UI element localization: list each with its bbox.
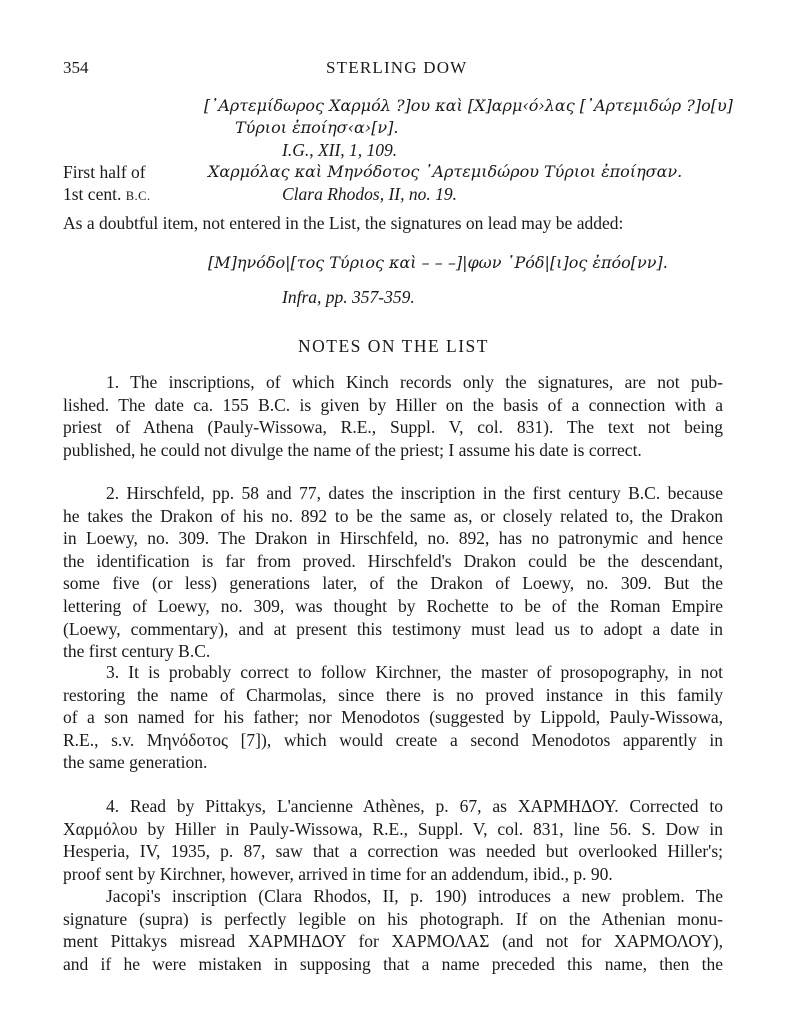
note-2-line: (Loewy, commentary), and at present this testimony must lead us to adopt a date in bbox=[63, 618, 723, 639]
greek-signature-line-1: [᾿Αρτεμίδωρος Χαρμόλ ?]ου καὶ [Χ]αρμ‹ό›λας [᾿Αρτεμιδώρ ?]ο[υ] bbox=[204, 96, 733, 115]
note-3 bbox=[63, 661, 723, 774]
date-label-era: B.C. bbox=[125, 189, 151, 203]
note-2-line: lettering of Loewy, no. 309, was thought by Rochette to be of the Roman Empire bbox=[63, 595, 723, 616]
reference-infra: Infra, pp. 357-359. bbox=[282, 287, 415, 307]
note-3-line: the same generation. bbox=[63, 752, 208, 773]
note-2-line: the first century B.C. bbox=[63, 641, 211, 662]
note-3-line: 3. It is probably correct to follow Kirchner, the master of prosopography, in not bbox=[106, 662, 723, 682]
date-label-century: 1st cent. bbox=[63, 184, 126, 204]
note-4 bbox=[63, 795, 723, 885]
note-4b-line: Jacopi's inscription (Clara Rhodos, II, p. 190) introduces a new problem. The bbox=[106, 886, 723, 906]
doubtful-intro: As a doubtful item, not entered in the List, the signatures on lead may be added: bbox=[63, 213, 624, 233]
note-1-line: 1. The inscriptions, of which Kinch records only the signatures, are not pub- bbox=[106, 372, 723, 392]
reference-clara-rhodos: Clara Rhodos, II, no. 19. bbox=[282, 184, 457, 204]
lead-signature-greek: [Μ]ηνόδο|[τος Τύριος καὶ – – –]|φων ῾Ρόδ|[ι]ος ἐπόο[νν]. bbox=[208, 253, 668, 272]
note-3-line: of a son named for his father; nor Menodotos (suggested by Lippold, Pauly-Wissowa, bbox=[63, 707, 723, 728]
note-1 bbox=[63, 371, 723, 461]
note-2-line: 2. Hirschfeld, pp. 58 and 77, dates the inscription in the first century B.C. because bbox=[106, 483, 723, 503]
note-2-line: he takes the Drakon of his no. 892 to be the same as, or closely related to, the Drakon bbox=[63, 505, 723, 526]
note-4-line: proof sent by Kirchner, however, arrived in time for an addendum, ibid., p. 90. bbox=[63, 863, 613, 884]
date-label-line-1: First half of bbox=[63, 162, 146, 182]
note-3-line: restoring the name of Charmolas, since there is no proved instance in this family bbox=[63, 684, 723, 705]
running-title: STERLING DOW bbox=[326, 58, 468, 77]
note-4b-line: ment Pittakys misread ΧΑΡΜΗΔΟΥ for ΧΑΡΜΟΛΑΣ (and not for ΧΑΡΜΟΛΟΥ), bbox=[63, 931, 723, 952]
note-4b-line: and if he were mistaken in supposing that a name preceded this name, then the bbox=[63, 953, 723, 974]
note-1-line: priest of Athena (Pauly-Wissowa, R.E., Suppl. V, col. 831). The text not being bbox=[63, 417, 723, 438]
note-1-line: published, he could not divulge the name of the priest; I assume his date is correct. bbox=[63, 439, 642, 460]
note-1-line: lished. The date ca. 155 B.C. is given by Hiller on the basis of a connection with a bbox=[63, 394, 723, 415]
note-2 bbox=[63, 482, 723, 663]
note-4-line: Χαρμόλου by Hiller in Pauly-Wissowa, R.E., Suppl. V, col. 831, line 56. S. Dow in bbox=[63, 818, 723, 839]
greek-signature-line-3: Χαρμόλας καὶ Μηνόδοτος ᾿Αρτεμιδώρου Τύριοι ἐποίησαν. bbox=[208, 162, 683, 181]
note-4-line: 4. Read by Pittakys, L'ancienne Athènes, p. 67, as ΧΑΡΜΗΔΟΥ. Corrected to bbox=[106, 796, 723, 816]
note-2-line: some five (or less) generations later, of the Drakon of Loewy, no. 309. But the bbox=[63, 573, 723, 594]
note-2-line: in Loewy, no. 309. The Drakon in Hirschfeld, no. 892, has no patronymic and hence bbox=[63, 528, 723, 549]
note-4-continued bbox=[63, 885, 723, 975]
note-3-line: R.E., s.v. Μηνόδοτος [7]), which would create a second Menodotos apparently in bbox=[63, 729, 723, 750]
note-2-line: the identification is far from proved. Hirschfeld's Drakon could be the descendant, bbox=[63, 550, 723, 571]
page-number: 354 bbox=[63, 58, 89, 77]
greek-signature-line-2: Τύριοι ἐποίησ‹α›[ν]. bbox=[235, 118, 399, 137]
date-label-line-2 bbox=[63, 183, 151, 207]
note-4-line: Hesperia, IV, 1935, p. 87, saw that a correction was needed but overlooked Hiller's; bbox=[63, 841, 723, 862]
section-heading: NOTES ON THE LIST bbox=[298, 336, 489, 356]
note-4b-line: signature (supra) is perfectly legible on his photograph. If on the Athenian monu- bbox=[63, 908, 723, 929]
reference-ig: I.G., XII, 1, 109. bbox=[282, 140, 398, 160]
